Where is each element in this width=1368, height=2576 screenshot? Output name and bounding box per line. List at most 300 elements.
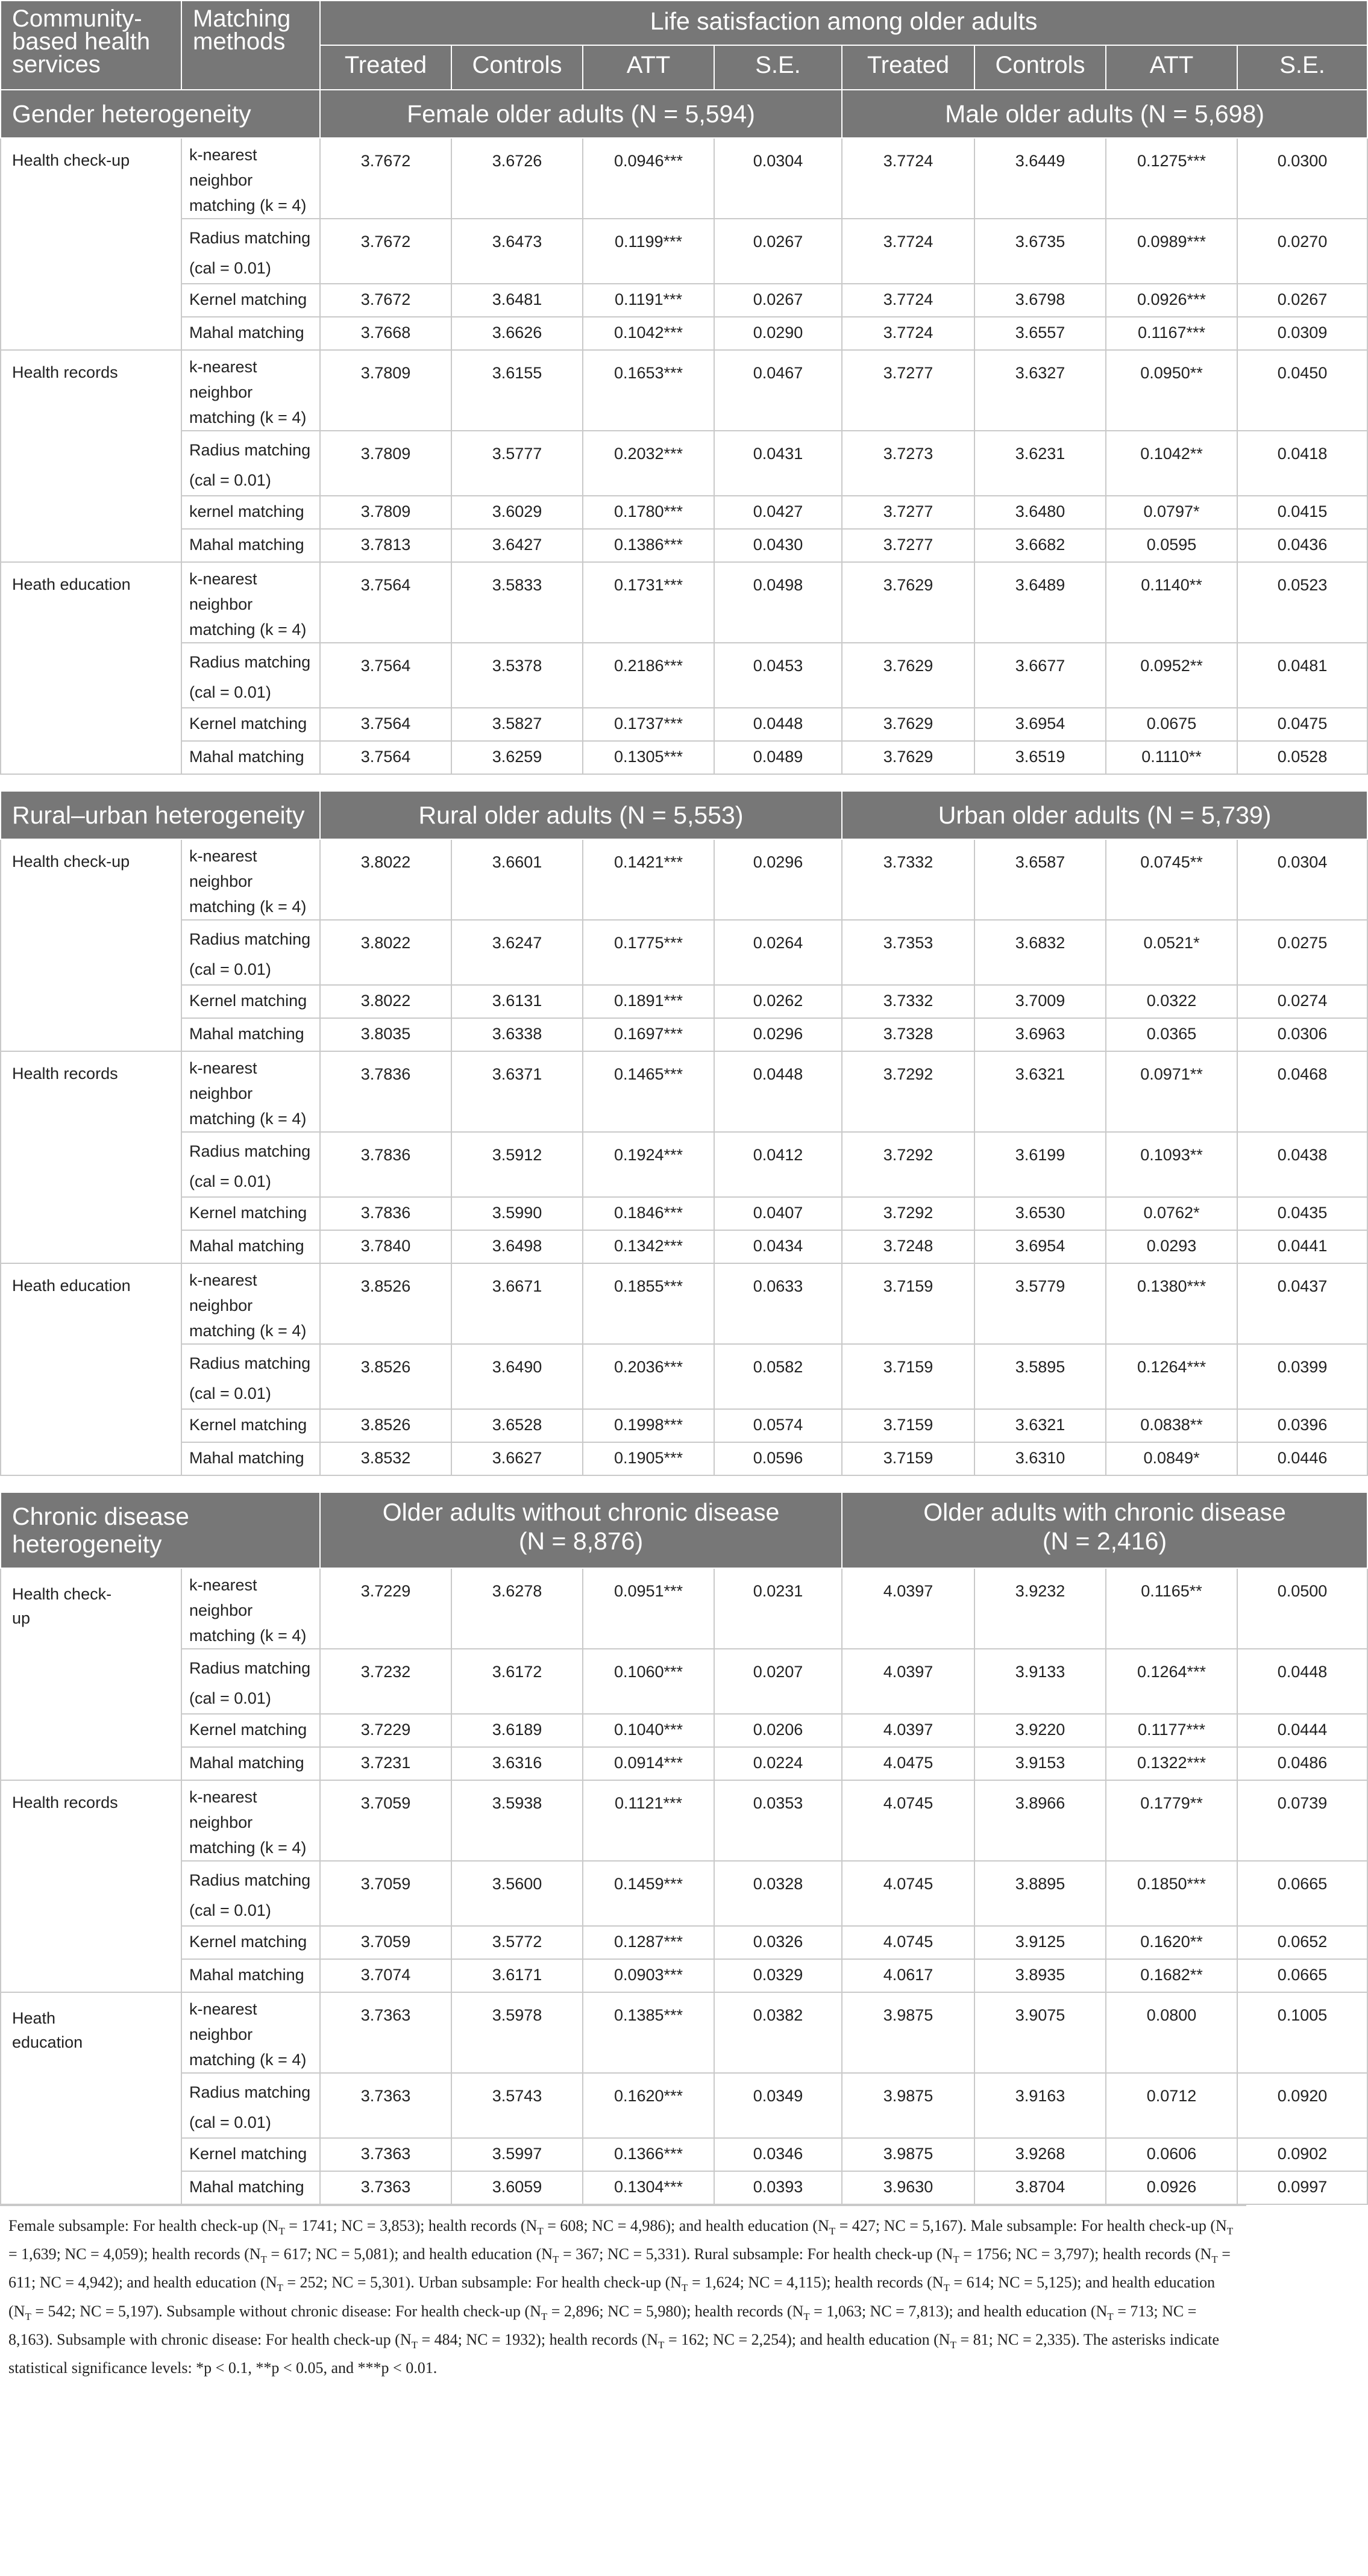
value: 3.5743	[492, 2087, 542, 2105]
value-cell	[451, 1959, 583, 1992]
value-cell	[714, 562, 842, 643]
value: 3.6155	[492, 364, 542, 382]
value: 0.1620***	[613, 2087, 683, 2105]
value-cell	[451, 708, 583, 741]
value: 0.0606	[1146, 2145, 1197, 2163]
value: 0.0926***	[1137, 290, 1206, 308]
value-cell	[842, 741, 974, 774]
value: 0.0475	[1277, 714, 1328, 733]
value: 3.5938	[492, 1794, 542, 1812]
value-cell	[1237, 839, 1367, 920]
method-cell	[181, 1263, 320, 1344]
value-cell	[583, 741, 714, 774]
table-row	[1, 496, 1367, 529]
table-section-2	[0, 1492, 1368, 2205]
value-cell	[714, 1051, 842, 1132]
value-cell	[842, 1926, 974, 1959]
value-cell	[583, 1263, 714, 1344]
value: 3.7229	[360, 1582, 411, 1600]
value-cell	[1106, 1344, 1237, 1409]
value-cell	[974, 2171, 1106, 2204]
subheader-label: S.E.	[755, 52, 801, 78]
method-line: matching (k = 4)	[189, 621, 307, 639]
value: 3.7836	[360, 1146, 411, 1164]
value-cell	[974, 1959, 1106, 1992]
value-cell	[842, 2171, 974, 2204]
service-cell	[1, 350, 181, 562]
value: 0.0430	[753, 536, 803, 554]
value-cell	[714, 708, 842, 741]
value-cell	[1106, 839, 1237, 920]
value-cell	[842, 317, 974, 350]
value-cell	[451, 1263, 583, 1344]
table-row	[1, 985, 1367, 1018]
value: 3.7248	[883, 1237, 933, 1255]
value: 3.9630	[883, 2178, 933, 2196]
value-cell	[974, 1051, 1106, 1132]
value-cell	[583, 1992, 714, 2073]
value: 0.0207	[753, 1663, 803, 1681]
value-cell	[974, 1442, 1106, 1475]
value: 3.7292	[883, 1065, 933, 1083]
value-cell	[583, 2171, 714, 2204]
value: 0.0407	[753, 1204, 803, 1222]
value-cell	[714, 1959, 842, 1992]
method-line: Radius matching	[189, 930, 311, 948]
value: 3.7564	[360, 748, 411, 766]
value: 3.9220	[1015, 1721, 1065, 1739]
value-cell	[974, 741, 1106, 774]
method-line: Kernel matching	[189, 1204, 307, 1222]
value: 0.0446	[1277, 1449, 1328, 1467]
table-row	[1, 1649, 1367, 1714]
value-cell	[451, 2171, 583, 2204]
value: 3.5772	[492, 1933, 542, 1951]
value-cell	[451, 1409, 583, 1442]
value-cell	[451, 1442, 583, 1475]
value-cell	[842, 1230, 974, 1263]
value-cell	[1237, 2171, 1367, 2204]
value-cell	[451, 643, 583, 708]
value: 0.1891***	[613, 992, 683, 1010]
value: 4.0745	[883, 1933, 933, 1951]
value: 0.0521*	[1143, 934, 1200, 952]
value: 0.0745**	[1140, 853, 1203, 871]
value-cell	[583, 496, 714, 529]
value-cell	[1237, 1926, 1367, 1959]
value-cell	[451, 1649, 583, 1714]
table-row	[1, 1409, 1367, 1442]
value: 0.0206	[753, 1721, 803, 1739]
value-cell	[714, 985, 842, 1018]
method-cell	[181, 219, 320, 284]
table-row	[1, 1132, 1367, 1197]
value-cell	[714, 643, 842, 708]
value: 0.0431	[753, 445, 803, 463]
method-line: Mahal matching	[189, 748, 304, 766]
value-cell	[1237, 1018, 1367, 1051]
method-line: neighbor	[189, 595, 253, 613]
table-row	[1, 2138, 1367, 2171]
value-cell	[320, 1568, 451, 1649]
value-cell	[1237, 708, 1367, 741]
value: 0.0393	[753, 2178, 803, 2196]
value-cell	[974, 920, 1106, 985]
value: 3.6338	[492, 1025, 542, 1043]
subheader-cell	[583, 45, 714, 90]
method-line: Kernel matching	[189, 714, 307, 733]
table-row	[1, 1230, 1367, 1263]
value-cell	[451, 562, 583, 643]
method-cell	[181, 1409, 320, 1442]
table-row	[1, 1959, 1367, 1992]
value-cell	[1237, 985, 1367, 1018]
value: 3.7724	[883, 324, 933, 342]
value-cell	[583, 2073, 714, 2138]
value-cell	[974, 1132, 1106, 1197]
value: 0.1366***	[613, 2145, 683, 2163]
value: 0.0322	[1146, 992, 1197, 1010]
value: 0.0486	[1277, 1754, 1328, 1772]
value: 0.1005	[1277, 2006, 1328, 2024]
value-cell	[583, 138, 714, 219]
value: 4.0397	[883, 1582, 933, 1600]
value: 3.7836	[360, 1065, 411, 1083]
value: 4.0745	[883, 1794, 933, 1812]
value-cell	[320, 284, 451, 317]
subheader-label: ATT	[1149, 52, 1194, 78]
subheader-cell	[451, 45, 583, 90]
value: 0.0800	[1146, 2006, 1197, 2024]
value: 3.7672	[360, 290, 411, 308]
value: 3.6059	[492, 2178, 542, 2196]
section-gap	[0, 1476, 1246, 1492]
method-line: Radius matching	[189, 653, 311, 671]
value-cell	[842, 2138, 974, 2171]
method-cell	[181, 1344, 320, 1409]
value: 0.0328	[753, 1875, 803, 1893]
value-cell	[1106, 1861, 1237, 1926]
method-cell	[181, 839, 320, 920]
value-cell	[1237, 1992, 1367, 2073]
value-cell	[842, 1959, 974, 1992]
value: 3.6489	[1015, 576, 1065, 594]
value-cell	[583, 1409, 714, 1442]
value: 3.6259	[492, 748, 542, 766]
value: 0.1924***	[613, 1146, 683, 1164]
value-cell	[583, 1018, 714, 1051]
service-cell	[1, 562, 181, 774]
value-cell	[1106, 431, 1237, 496]
value: 0.1093**	[1140, 1146, 1203, 1164]
value-cell	[320, 1747, 451, 1780]
value: 3.7232	[360, 1663, 411, 1681]
value-cell	[714, 317, 842, 350]
value: 3.8022	[360, 853, 411, 871]
method-cell	[181, 1861, 320, 1926]
method-line: Kernel matching	[189, 992, 307, 1010]
method-cell	[181, 1018, 320, 1051]
value: 3.7273	[883, 445, 933, 463]
method-line: (cal = 0.01)	[189, 1901, 271, 1919]
value-cell	[974, 2073, 1106, 2138]
value: 3.9153	[1015, 1754, 1065, 1772]
method-line: Radius matching	[189, 1354, 311, 1372]
value-cell	[842, 284, 974, 317]
value: 3.6480	[1015, 502, 1065, 521]
value-cell	[1237, 1409, 1367, 1442]
method-cell	[181, 562, 320, 643]
value: 4.0397	[883, 1721, 933, 1739]
value-cell	[583, 1747, 714, 1780]
value: 0.0712	[1146, 2087, 1197, 2105]
methods-header-line: methods	[193, 28, 286, 55]
value-cell	[1106, 496, 1237, 529]
value-cell	[451, 317, 583, 350]
value: 0.0675	[1146, 714, 1197, 733]
value-cell	[320, 1926, 451, 1959]
value: 0.0267	[753, 233, 803, 251]
value: 3.6316	[492, 1754, 542, 1772]
value-cell	[842, 1132, 974, 1197]
value: 3.6557	[1015, 324, 1065, 342]
value: 3.8022	[360, 992, 411, 1010]
value-cell	[974, 317, 1106, 350]
value-cell	[583, 643, 714, 708]
value: 3.7629	[883, 714, 933, 733]
value-cell	[974, 562, 1106, 643]
value-cell	[451, 219, 583, 284]
value-cell	[583, 985, 714, 1018]
value: 0.1421***	[613, 853, 683, 871]
subheader-label: Controls	[995, 52, 1085, 78]
value-cell	[583, 284, 714, 317]
value: 3.7564	[360, 657, 411, 675]
value-cell	[451, 1861, 583, 1926]
method-cell	[181, 2073, 320, 2138]
value-cell	[974, 138, 1106, 219]
method-cell	[181, 317, 320, 350]
value: 3.9075	[1015, 2006, 1065, 2024]
value: 3.5600	[492, 1875, 542, 1893]
table-row	[1, 1714, 1367, 1747]
value-cell	[714, 138, 842, 219]
value: 3.7231	[360, 1754, 411, 1772]
value: 3.7159	[883, 1358, 933, 1376]
value: 0.1342***	[613, 1237, 683, 1255]
value: 0.0448	[753, 1065, 803, 1083]
value-cell	[714, 1230, 842, 1263]
method-line: k-nearest	[189, 1059, 257, 1077]
subheader-cell	[974, 45, 1106, 90]
value: 0.2186***	[613, 657, 683, 675]
table-row	[1, 1263, 1367, 1344]
value-cell	[320, 350, 451, 431]
value: 3.7332	[883, 853, 933, 871]
value-cell	[842, 643, 974, 708]
value: 3.9875	[883, 2087, 933, 2105]
section-title-line: heterogeneity	[12, 1530, 162, 1558]
method-cell	[181, 1780, 320, 1861]
value-cell	[974, 2138, 1106, 2171]
group-title-text: Rural older adults (N = 5,553)	[418, 801, 744, 829]
value-cell	[1106, 2138, 1237, 2171]
value: 0.0290	[753, 324, 803, 342]
method-line: Radius matching	[189, 1142, 311, 1160]
value: 0.0448	[1277, 1663, 1328, 1681]
value-cell	[1237, 496, 1367, 529]
value-cell	[714, 1344, 842, 1409]
value: 0.0415	[1277, 502, 1328, 521]
value: 0.1731***	[613, 576, 683, 594]
value-cell	[1106, 2073, 1237, 2138]
value-cell	[1237, 643, 1367, 708]
service-cell	[1, 1568, 181, 1780]
group-title-line: (N = 2,416)	[1042, 1527, 1167, 1555]
value: 0.0349	[753, 2087, 803, 2105]
method-cell	[181, 2171, 320, 2204]
method-cell	[181, 431, 320, 496]
service-label: Health records	[12, 363, 118, 381]
value-cell	[714, 2073, 842, 2138]
value: 3.7277	[883, 502, 933, 521]
method-line: neighbor	[189, 1296, 253, 1315]
value: 3.5833	[492, 576, 542, 594]
subheader-cell	[1237, 45, 1367, 90]
method-cell	[181, 643, 320, 708]
value: 3.6832	[1015, 934, 1065, 952]
value-cell	[320, 1714, 451, 1747]
value-cell	[1106, 1747, 1237, 1780]
table-row	[1, 708, 1367, 741]
value-cell	[714, 1018, 842, 1051]
value: 3.7724	[883, 233, 933, 251]
value-cell	[1106, 1959, 1237, 1992]
value: 0.0849*	[1143, 1449, 1200, 1467]
value: 3.5997	[492, 2145, 542, 2163]
value: 3.6189	[492, 1721, 542, 1739]
method-line: matching (k = 4)	[189, 196, 307, 214]
value-cell	[451, 741, 583, 774]
value-cell	[320, 1230, 451, 1263]
value-cell	[1106, 1051, 1237, 1132]
value: 0.2032***	[613, 445, 683, 463]
value-cell	[1106, 1649, 1237, 1714]
table-row	[1, 920, 1367, 985]
service-cell	[1, 1051, 181, 1263]
value-cell	[1106, 138, 1237, 219]
value: 3.7059	[360, 1933, 411, 1951]
table-row	[1, 317, 1367, 350]
value-cell	[842, 1263, 974, 1344]
value-cell	[1237, 1861, 1367, 1926]
value: 3.6735	[1015, 233, 1065, 251]
table-row	[1, 529, 1367, 562]
value: 3.5827	[492, 714, 542, 733]
section-header-row	[1, 90, 1367, 138]
value-cell	[583, 1568, 714, 1649]
value: 0.0467	[753, 364, 803, 382]
value-cell	[1237, 920, 1367, 985]
value-cell	[714, 1714, 842, 1747]
table-row	[1, 1568, 1367, 1649]
value: 3.7672	[360, 233, 411, 251]
value-cell	[320, 562, 451, 643]
value-cell	[842, 1649, 974, 1714]
value: 3.8532	[360, 1449, 411, 1467]
value-cell	[714, 1861, 842, 1926]
value: 3.8526	[360, 1416, 411, 1434]
value-cell	[714, 1649, 842, 1714]
value-cell	[1106, 2171, 1237, 2204]
method-line: matching (k = 4)	[189, 1322, 307, 1340]
value: 0.1385***	[613, 2006, 683, 2024]
value: 3.7724	[883, 290, 933, 308]
value: 0.0304	[753, 152, 803, 170]
value-cell	[320, 496, 451, 529]
value-cell	[451, 1714, 583, 1747]
value-cell	[451, 1926, 583, 1959]
subheader-cell	[1106, 45, 1237, 90]
value-cell	[714, 219, 842, 284]
left-group-title	[320, 791, 842, 839]
value-cell	[320, 431, 451, 496]
value: 0.0309	[1277, 324, 1328, 342]
value-cell	[714, 1992, 842, 2073]
value-cell	[320, 1442, 451, 1475]
value-cell	[583, 1132, 714, 1197]
value: 3.7564	[360, 714, 411, 733]
value-cell	[1237, 1568, 1367, 1649]
value: 0.0797*	[1143, 502, 1200, 521]
value: 3.7332	[883, 992, 933, 1010]
value: 0.0441	[1277, 1237, 1328, 1255]
value-cell	[1106, 1018, 1237, 1051]
value-cell	[1237, 1747, 1367, 1780]
value: 0.0300	[1277, 152, 1328, 170]
value-cell	[1106, 1230, 1237, 1263]
value: 3.6327	[1015, 364, 1065, 382]
value: 0.0762*	[1143, 1204, 1200, 1222]
value: 3.7009	[1015, 992, 1065, 1010]
value: 0.0326	[753, 1933, 803, 1951]
value: 0.0582	[753, 1358, 803, 1376]
value: 0.0971**	[1140, 1065, 1203, 1083]
value-cell	[974, 1861, 1106, 1926]
method-line: Kernel matching	[189, 2145, 307, 2163]
value-cell	[320, 1051, 451, 1132]
value: 0.1275***	[1137, 152, 1206, 170]
value: 3.7672	[360, 152, 411, 170]
value-cell	[842, 1018, 974, 1051]
left-group-title	[320, 1492, 842, 1568]
value-cell	[451, 138, 583, 219]
value-cell	[842, 2073, 974, 2138]
value-cell	[583, 920, 714, 985]
value-cell	[1106, 1197, 1237, 1230]
value: 3.8526	[360, 1277, 411, 1295]
value: 0.0436	[1277, 536, 1328, 554]
value-cell	[974, 529, 1106, 562]
method-line: neighbor	[189, 171, 253, 189]
value-cell	[1106, 920, 1237, 985]
value-cell	[714, 529, 842, 562]
method-cell	[181, 1649, 320, 1714]
value: 3.6963	[1015, 1025, 1065, 1043]
value-cell	[1106, 317, 1237, 350]
value-cell	[1106, 350, 1237, 431]
value-cell	[1106, 1263, 1237, 1344]
